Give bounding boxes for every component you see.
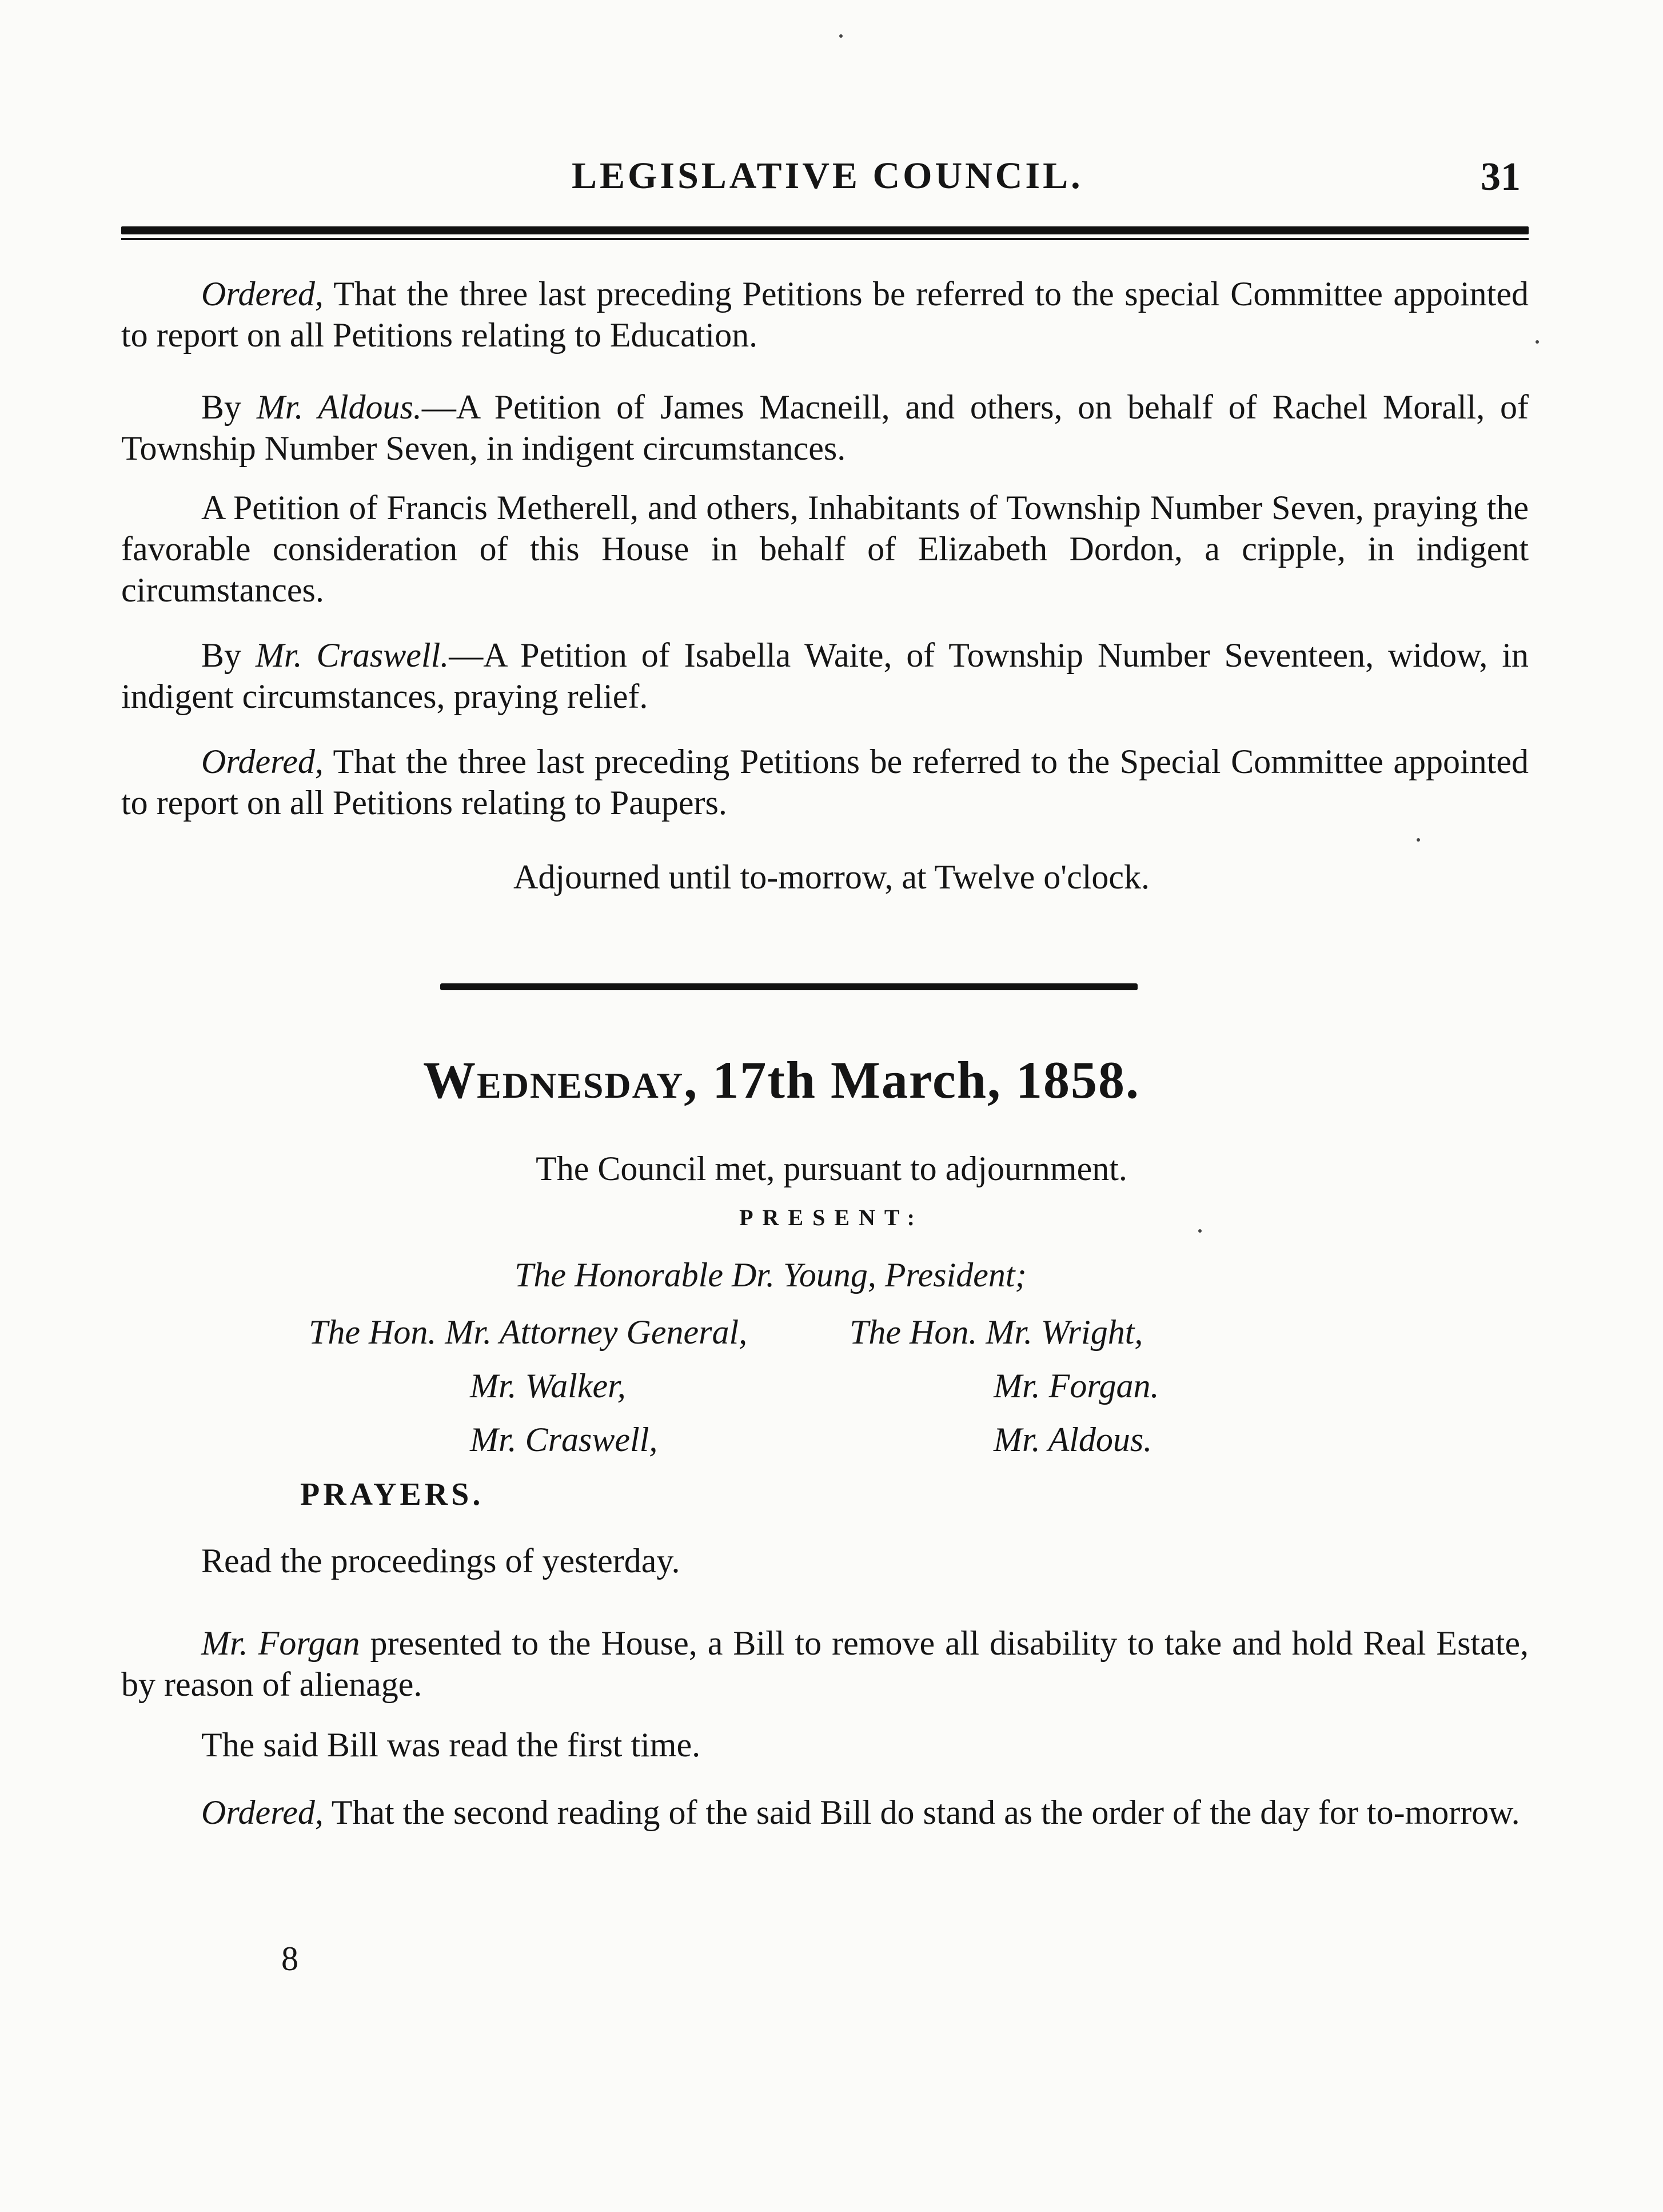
- by-label: By: [201, 388, 242, 426]
- print-speck: [1536, 340, 1539, 344]
- paragraph-text: Read the proceedings of yesterday.: [201, 1542, 680, 1580]
- member-left-2: Mr. Walker,: [470, 1367, 626, 1405]
- paragraph-aldous-petition: [121, 386, 1529, 469]
- president-line: The Honorable Dr. Young, President;: [515, 1256, 1027, 1294]
- date: 17th March, 1858.: [712, 1051, 1140, 1109]
- sitting-date-heading: [423, 1050, 1140, 1110]
- header-rule: [121, 226, 1529, 234]
- ordered-label: Ordered,: [201, 743, 324, 780]
- member-right-1: The Hon. Mr. Wright,: [850, 1313, 1143, 1351]
- print-speck: [839, 34, 843, 38]
- paragraph-text: —A Petition of Isabella Waite, of Township Number Seventeen, widow, in indigent circumstances, praying relief.: [121, 636, 1529, 715]
- weekday: Wednesday,: [423, 1051, 699, 1109]
- paragraph-text: That the three last preceding Petitions be referred to the special Committee appointed to report on all Petitions relating to Education.: [121, 275, 1529, 354]
- paragraph-second-reading-order: [121, 1792, 1529, 1833]
- ordered-label: Ordered,: [201, 275, 324, 313]
- paragraph-text: presented to the House, a Bill to remove all disability to take and hold Real Estate, by reason of alienage.: [121, 1624, 1529, 1703]
- paragraph-craswell-petition: [121, 635, 1529, 717]
- paragraph-forgan-bill: [121, 1623, 1529, 1705]
- paragraph-first-reading: [121, 1724, 1529, 1765]
- paragraph-education-referral: [121, 273, 1529, 356]
- paragraph-read-proceedings: [121, 1540, 1529, 1581]
- member-name: Mr. Craswell.: [255, 636, 449, 674]
- prayers-heading: PRAYERS.: [300, 1477, 484, 1512]
- section-rule: [440, 983, 1138, 990]
- present-label: PRESENT:: [739, 1205, 924, 1230]
- header-rule-thin: [121, 238, 1529, 240]
- adjournment-line: Adjourned until to-morrow, at Twelve o'clock.: [513, 858, 1150, 896]
- member-right-3: Mr. Aldous.: [994, 1421, 1152, 1458]
- page-number: 31: [1481, 155, 1521, 199]
- paragraph-text: A Petition of Francis Metherell, and others, Inhabitants of Township Number Seven, praying the favorable consideration of this House in behalf of Elizabeth Dordon, a cripple, in indigent circumstances.: [121, 489, 1529, 609]
- member-name: Mr. Forgan: [201, 1624, 360, 1662]
- member-name: Mr. Aldous.: [256, 388, 422, 426]
- paragraph-text: That the second reading of the said Bill do stand as the order of the day for to-morrow.: [331, 1793, 1520, 1831]
- print-speck: [1417, 838, 1420, 842]
- paragraph-paupers-referral: [121, 741, 1529, 823]
- paragraph-text: —A Petition of James Macneill, and others, on behalf of Rachel Morall, of Township Number Seven, in indigent circumstances.: [121, 388, 1529, 467]
- by-label: By: [201, 636, 242, 674]
- signature-mark: 8: [281, 1940, 298, 1978]
- member-left-1: The Hon. Mr. Attorney General,: [309, 1313, 748, 1351]
- member-right-2: Mr. Forgan.: [994, 1367, 1159, 1405]
- paragraph-text: That the three last preceding Petitions be referred to the Special Committee appointed to report on all Petitions relating to Paupers.: [121, 743, 1529, 822]
- print-speck: [1198, 1229, 1202, 1233]
- council-met-line: The Council met, pursuant to adjournment.: [536, 1150, 1127, 1187]
- paragraph-metherell-petition: [121, 487, 1529, 611]
- member-left-3: Mr. Craswell,: [470, 1421, 658, 1458]
- running-head: LEGISLATIVE COUNCIL.: [572, 155, 1083, 197]
- ordered-label: Ordered,: [201, 1793, 324, 1831]
- paragraph-text: The said Bill was read the first time.: [201, 1726, 701, 1764]
